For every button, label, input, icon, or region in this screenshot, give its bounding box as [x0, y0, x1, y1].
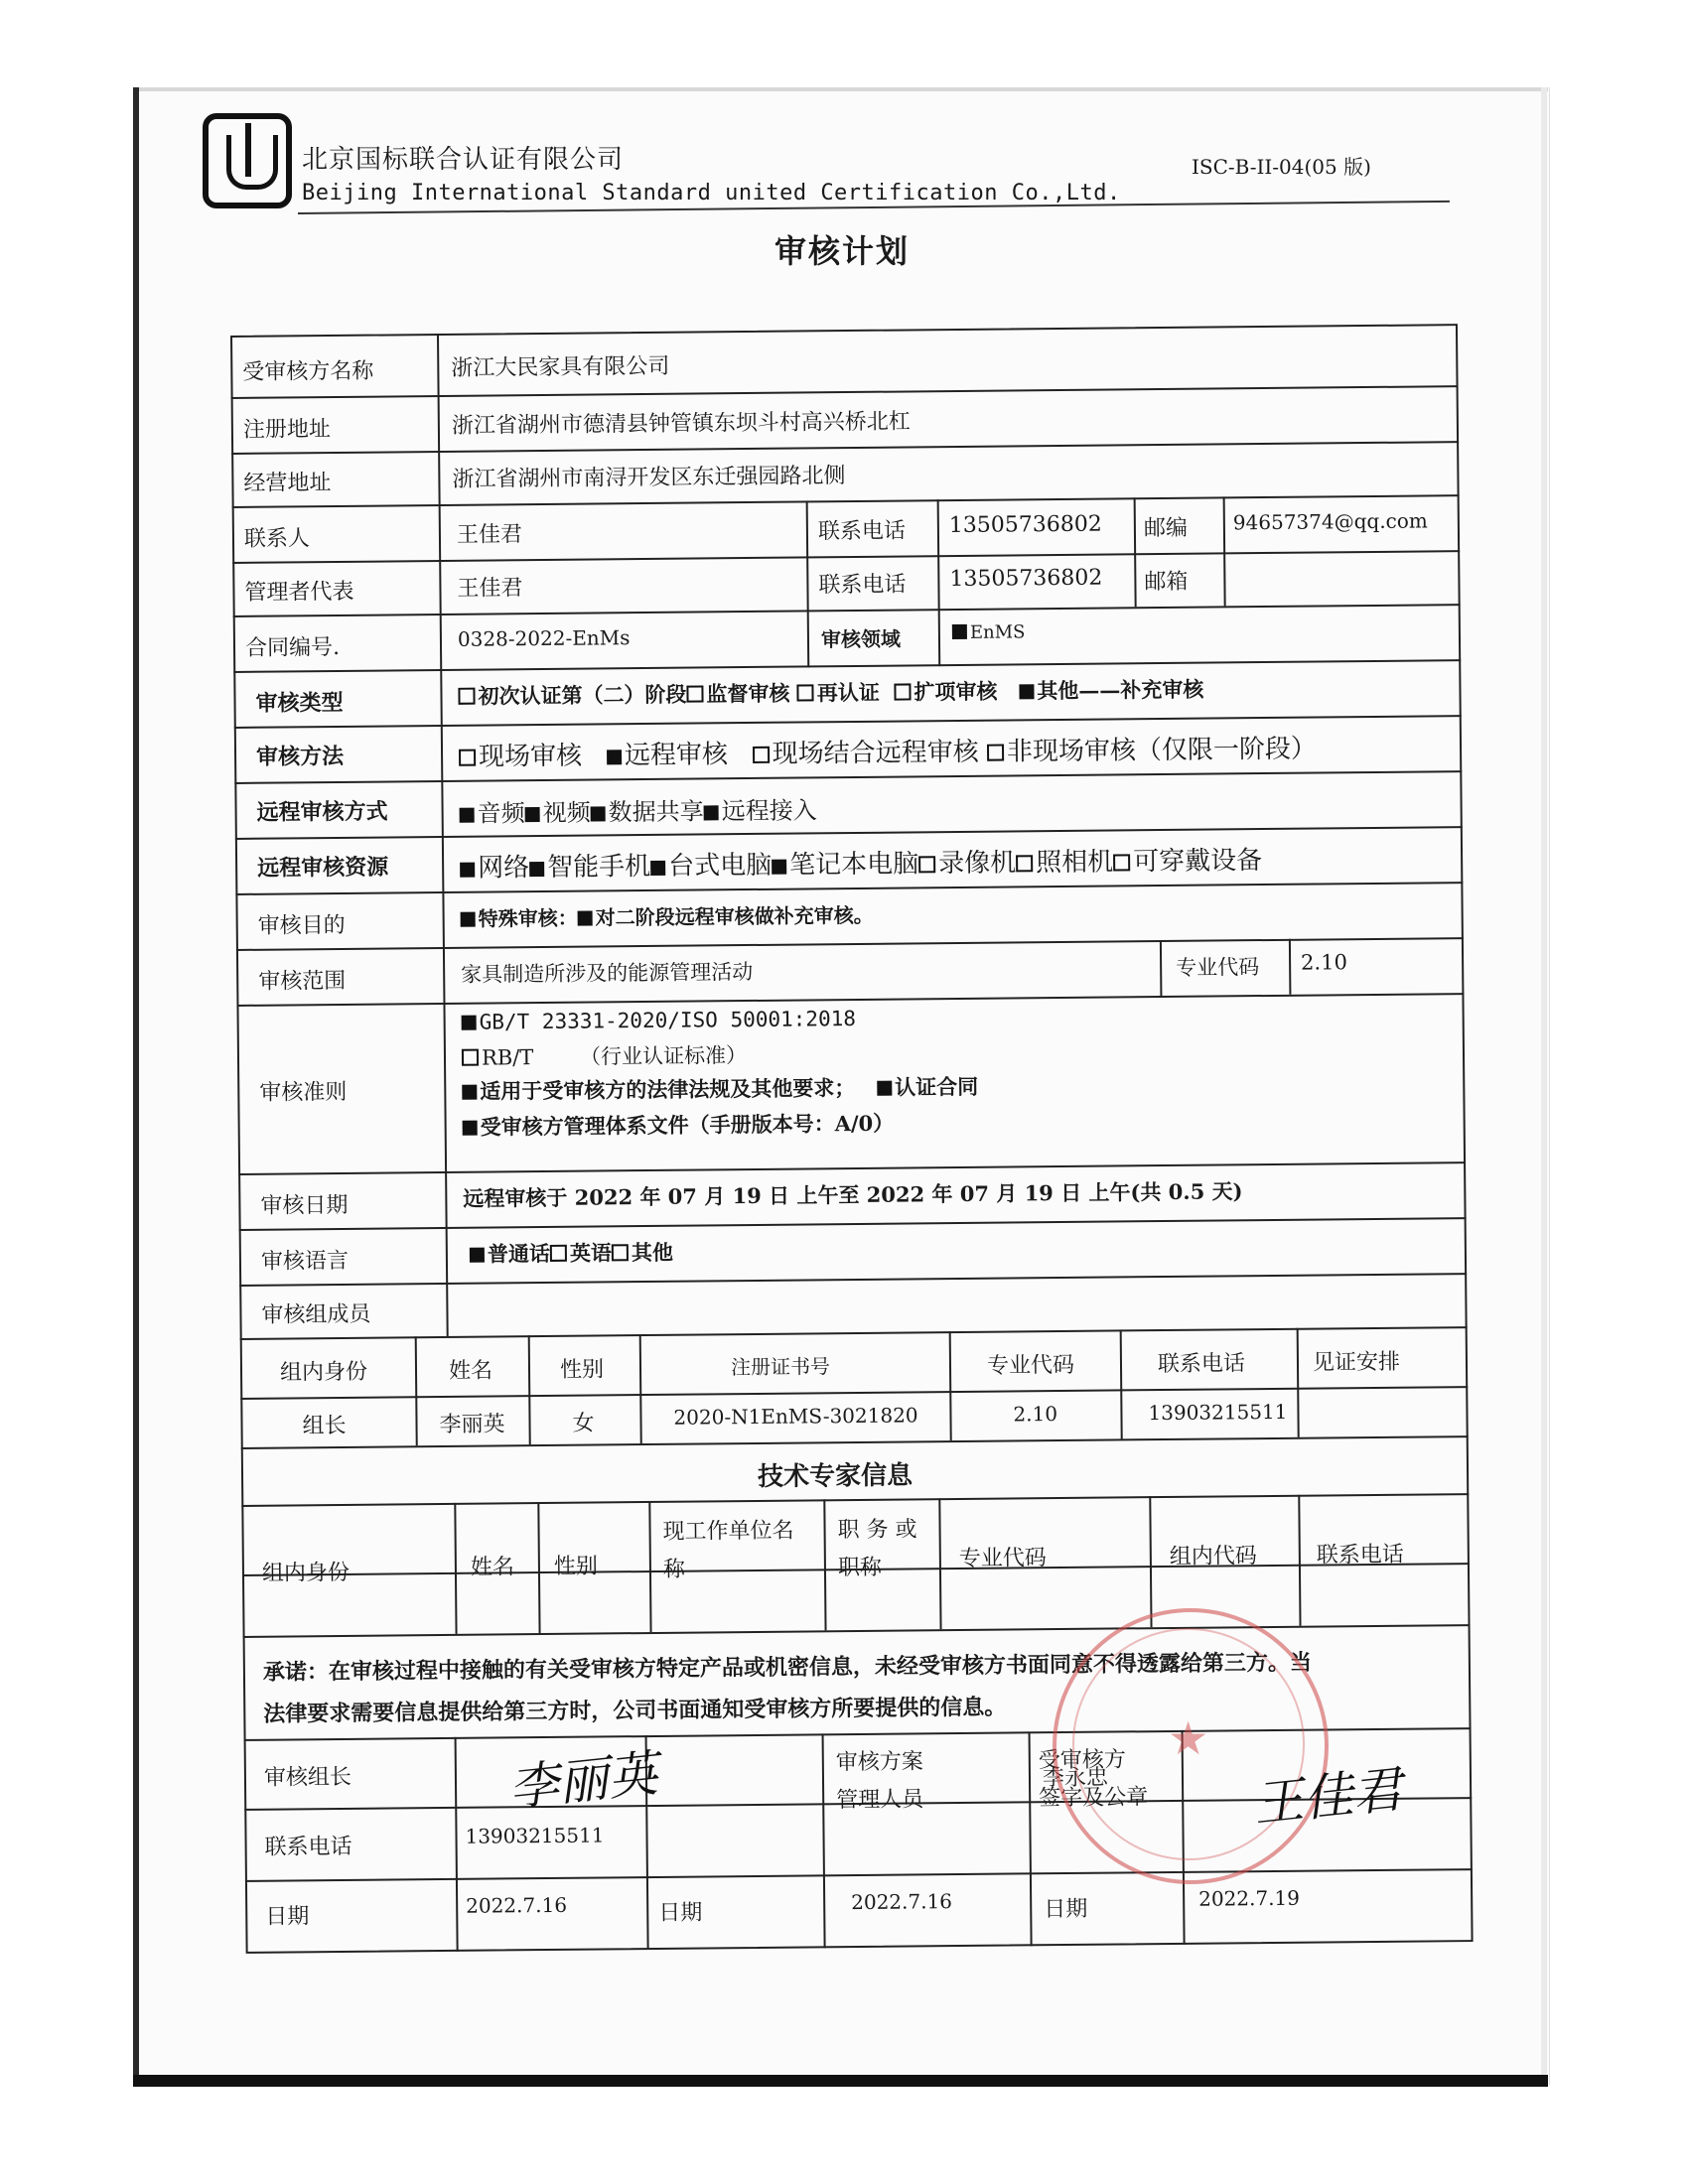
team-label: 审核组成员: [261, 1301, 371, 1328]
auditee-sign-label-b: 签字及公章: [1039, 1785, 1149, 1812]
plan-mgr-label-a: 审核方案: [835, 1749, 923, 1776]
phone2-label: 联系电话: [818, 572, 907, 599]
team-header: 专业代码: [986, 1352, 1075, 1379]
paper-edge-right: [1541, 87, 1547, 2085]
contract-no: 0328-2022-EnMs: [457, 625, 631, 651]
reg-addr: 浙江省湖州市德清县钟管镇东坝斗村高兴桥北杠: [451, 409, 912, 439]
team-cell: 李丽英: [439, 1412, 505, 1438]
leader-phone-label: 联系电话: [264, 1834, 352, 1860]
criteria-3: 适用于受审核方的法律法规及其他要求； 认证合同: [462, 1071, 978, 1106]
contact-label: 联系人: [243, 526, 311, 552]
biz-addr-label: 经营地址: [243, 471, 332, 496]
expert-header: 性别: [553, 1554, 599, 1579]
audit-type-label: 审核类型: [255, 689, 344, 717]
expert-header: 组内代码: [1169, 1544, 1257, 1570]
expert-header: 组内身份: [261, 1560, 351, 1586]
audit-method-label: 审核方法: [255, 743, 345, 770]
criteria-1: GB/T 23331-2020/ISO 50001:2018: [462, 1007, 857, 1034]
leader-phone: 13903215511: [465, 1823, 605, 1848]
auditee-name: 浙江大民家具有限公司: [451, 353, 670, 381]
contact-email: 94657374@qq.com: [1232, 508, 1428, 535]
contract-no-label: 合同编号.: [244, 634, 341, 661]
pledge-line-1: 承诺：在审核过程中接触的有关受审核方特定产品或机密信息，未经受审核方书面同意不得透露给第三方。当: [262, 1649, 1313, 1686]
remote-res-label: 远程审核资源: [257, 854, 389, 882]
expert-header: 联系电话: [1316, 1542, 1404, 1569]
scope-code: 2.10: [1300, 950, 1347, 975]
language-options: 普通话 英语 其他: [470, 1237, 673, 1269]
date-label-1: 日期: [265, 1904, 310, 1930]
remote-res-options: 网络 智能手机 台式电脑 笔记本电脑 录像机 照相机 可穿戴设备: [460, 840, 1262, 885]
remote-mode-options: 音频 视频 数据共享 远程接入: [459, 790, 816, 828]
audit-field-label: 审核领域: [820, 626, 902, 652]
mgr-rep-label: 管理者代表: [244, 579, 354, 606]
audit-method-options: 现场审核 远程审核 现场结合远程审核 非现场审核（仅限一阶段）: [459, 729, 1317, 773]
contact-phone: 13505736802: [948, 511, 1102, 539]
contact-name: 王佳君: [456, 522, 523, 548]
leader-signature: 李丽英: [505, 1744, 661, 1818]
date-label: 审核日期: [260, 1192, 349, 1219]
criteria-2: RB/T （行业认证标准）: [462, 1039, 747, 1072]
audit-date: 远程审核于 2022 年 07 月 19 日 上午至 2022 年 07 月 19 日 上午(共 0.5 天): [463, 1178, 1243, 1211]
purpose-value: 特殊审核： 对二阶段远程审核做补充审核。: [460, 899, 873, 932]
scope-code-label: 专业代码: [1176, 955, 1260, 980]
audit-field: EnMS: [952, 621, 1026, 643]
team-cell: 13903215511: [1148, 1399, 1288, 1426]
reg-addr-label: 注册地址: [242, 417, 332, 443]
mgr-rep-name: 王佳君: [457, 576, 523, 602]
purpose-label: 审核目的: [257, 912, 346, 939]
team-cell: 女: [572, 1411, 595, 1436]
auditee-name-label: 受审核方名称: [242, 358, 374, 385]
date-2: 2022.7.16: [851, 1889, 953, 1915]
email-label: 邮编: [1143, 515, 1189, 542]
plan-mgr-label-b: 管理人员: [836, 1787, 924, 1814]
team-header: 联系电话: [1157, 1351, 1246, 1378]
team-header: 见证安排: [1312, 1349, 1401, 1376]
paper-edge-bottom: [133, 2075, 1548, 2087]
expert-header: 职称: [837, 1555, 883, 1581]
team-header: 注册证书号: [730, 1354, 831, 1380]
scope-value: 家具制造所涉及的能源管理活动: [461, 959, 754, 987]
company-name-en: Beijing International Standard united Certification Co.,Ltd.: [302, 181, 1121, 205]
leader-label: 审核组长: [263, 1764, 352, 1791]
auditee-signature: 王佳君: [1250, 1760, 1406, 1834]
team-header: 组内身份: [279, 1359, 368, 1386]
form-code: ISC-B-II-04(05 版): [1192, 155, 1371, 179]
company-name-cn: 北京国标联合认证有限公司: [302, 145, 625, 175]
team-header: 姓名: [448, 1358, 493, 1384]
date-1: 2022.7.16: [466, 1892, 568, 1918]
team-header: 性别: [559, 1357, 605, 1383]
criteria-5: 受审核方管理体系文件（手册版本号：A/0）: [463, 1108, 895, 1142]
auditee-sign-label-a: 受审核方: [1038, 1747, 1126, 1774]
criteria-label: 审核准则: [259, 1079, 348, 1106]
scope-label: 审核范围: [258, 968, 347, 995]
expert-header: 姓名: [470, 1555, 515, 1580]
language-label: 审核语言: [260, 1248, 350, 1275]
expert-header: 专业代码: [958, 1546, 1047, 1572]
mgr-rep-phone: 13505736802: [949, 565, 1103, 593]
team-cell: 2.10: [1013, 1402, 1058, 1427]
remote-mode-label: 远程审核方式: [256, 798, 388, 826]
team-cell: 组长: [302, 1413, 347, 1439]
date-label-2: 日期: [658, 1900, 703, 1926]
pledge-line-2: 法律要求需要信息提供给第三方时，公司书面通知受审核方所要提供的信息。: [263, 1694, 1007, 1727]
experts-title: 技术专家信息: [757, 1460, 914, 1492]
paper-edge-left: [133, 87, 139, 2085]
biz-addr: 浙江省湖州市南浔开发区东迁强园路北侧: [452, 464, 846, 492]
company-seal-icon: ★: [1053, 1608, 1329, 1884]
team-cell: 2020-N1EnMS-3021820: [673, 1403, 918, 1430]
phone-label: 联系电话: [817, 518, 907, 545]
paper-edge-top: [133, 87, 1548, 91]
audit-type-options: 初次认证第（二）阶段 监督审核 再认证 扩项审核 其他——补充审核: [458, 674, 1203, 711]
date-label-3: 日期: [1044, 1896, 1088, 1923]
date-3: 2022.7.19: [1198, 1885, 1301, 1911]
mailbox-label: 邮箱: [1144, 569, 1189, 596]
plan-mgr-name: 李永忠: [1042, 1765, 1109, 1792]
expert-header: 称: [662, 1557, 686, 1582]
expert-header: 现工作单位名: [662, 1518, 794, 1545]
company-logo-icon: [203, 113, 292, 208]
expert-header: 职 务 或: [837, 1517, 917, 1544]
page-title: 审核计划: [774, 232, 911, 270]
